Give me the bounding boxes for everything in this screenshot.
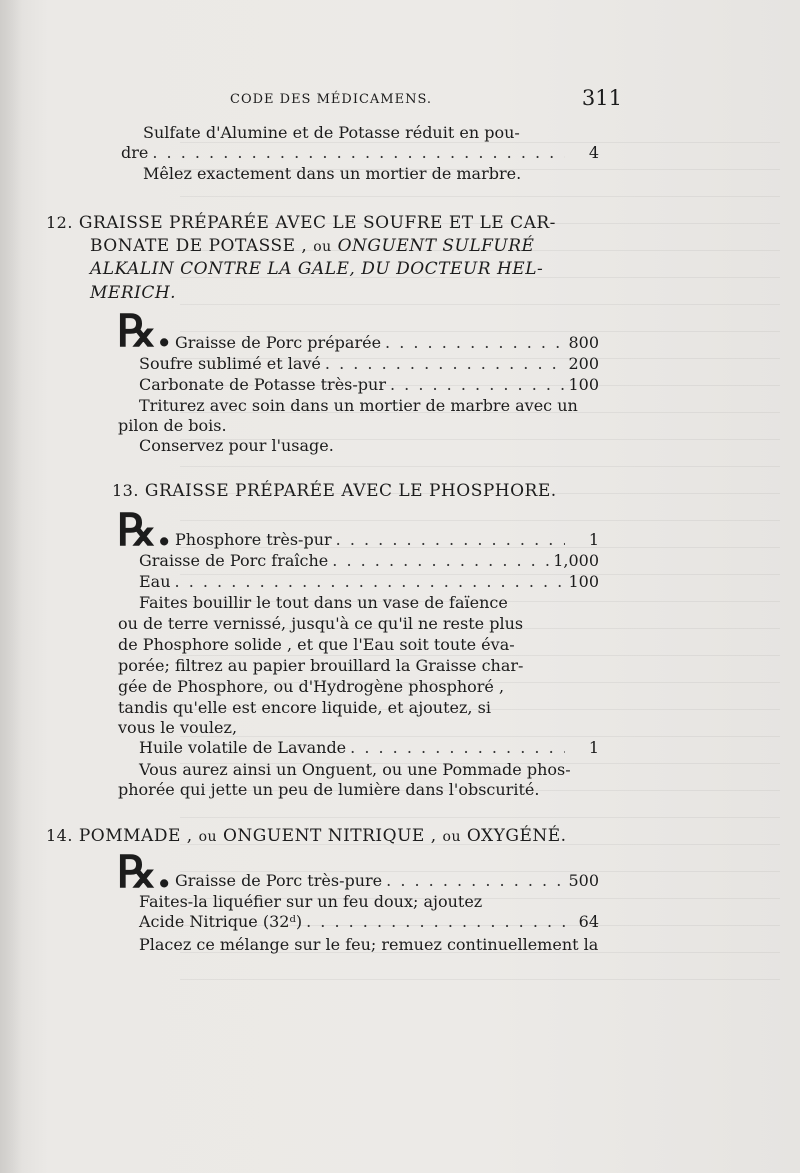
leader-dots [336,530,565,550]
leader-dots [386,871,564,891]
ingredient-row: Soufre sublimé et lavé . . . 200 [139,354,599,374]
ingredient-row: Graisse de Porc préparée . . . 800 [175,333,599,353]
top-entry-1: Sulfate d'Alumine et de Potasse réduit en pou- [143,123,520,142]
instruction-text: Placez ce mélange sur le feu; remuez continuellement la [139,935,599,954]
instruction-text: porée; filtrez au papier brouillard la Graisse char- [118,656,524,675]
section-12-heading-line-2: BONATE DE POTASSE , ou ONGUENT SULFURÉ [90,236,535,256]
page-number: 311 [581,86,622,110]
leader-dots [175,572,565,592]
page-header [230,86,622,110]
top-entry-3: Mêlez exactement dans un mortier de marbre. [143,164,522,183]
instruction-text: de Phosphore solide , et que l'Eau soit toute éva- [118,635,515,654]
gutter-shadow [0,0,22,1173]
section-13-heading: 13. GRAISSE PRÉPARÉE AVEC LE PHOSPHORE. [112,481,557,501]
recipe-symbol: ℞. [117,847,172,898]
leader-dots [390,375,564,395]
instruction-text: pilon de bois. [118,416,227,435]
running-head: CODE DES MÉDICAMENS. [230,92,433,107]
leader-dots [325,354,565,374]
ingredient-row: Carbonate de Potasse très-pur . . . 100 [139,375,599,395]
leader-dots [152,143,565,163]
section-12-heading-line-4: MERICH. [90,283,177,303]
leader-dots [332,551,549,571]
recipe-symbol: ℞. [117,306,172,357]
recipe-symbol: ℞. [117,505,172,556]
ingredient-row: Graisse de Porc fraîche . . . 1,000 [139,551,599,571]
instruction-text: Faites bouillir le tout dans un vase de faïence [139,593,508,612]
top-entry-2: dre . . . 4 [121,143,599,163]
section-number: 13. [112,481,139,500]
instruction-text: phorée qui jette un peu de lumière dans l'obscurité. [118,780,540,799]
ingredient-row: Graisse de Porc très-pure . . . 500 [175,871,599,891]
ingredient-row: Eau . . . 100 [139,572,599,592]
leader-dots [350,738,565,758]
section-12-heading-line-3: ALKALIN CONTRE LA GALE, DU DOCTEUR HEL- [90,259,544,279]
section-12-heading-line-1: 12. GRAISSE PRÉPARÉE AVEC LE SOUFRE ET LE CAR- [46,213,556,233]
instruction-text: tandis qu'elle est encore liquide, et ajoutez, si [118,698,491,717]
instruction-text: Conservez pour l'usage. [139,436,334,455]
section-number: 14. [46,826,73,845]
instruction-text: Triturez avec soin dans un mortier de marbre avec un [139,396,578,415]
leader-dots [306,912,565,932]
instruction-text: gée de Phosphore, ou d'Hydrogène phosphoré , [118,677,505,696]
section-number: 12. [46,213,73,232]
ingredient-row: Huile volatile de Lavande . . . 1 [139,738,599,758]
instruction-text: Vous aurez ainsi un Onguent, ou une Pommade phos- [139,760,571,779]
leader-dots [385,333,564,353]
section-14-heading: 14. POMMADE , ou ONGUENT NITRIQUE , ou OXYGÉNÉ. [46,826,567,846]
instruction-text: ou de terre vernissé, jusqu'à ce qu'il ne reste plus [118,614,524,633]
ingredient-row: Phosphore très-pur . . . 1 [175,530,599,550]
ingredient-row: Acide Nitrique (32ᵈ) . . . 64 [139,912,599,932]
instruction-text: Faites-la liquéfier sur un feu doux; ajoutez [139,892,483,911]
instruction-text: vous le voulez, [118,718,238,737]
